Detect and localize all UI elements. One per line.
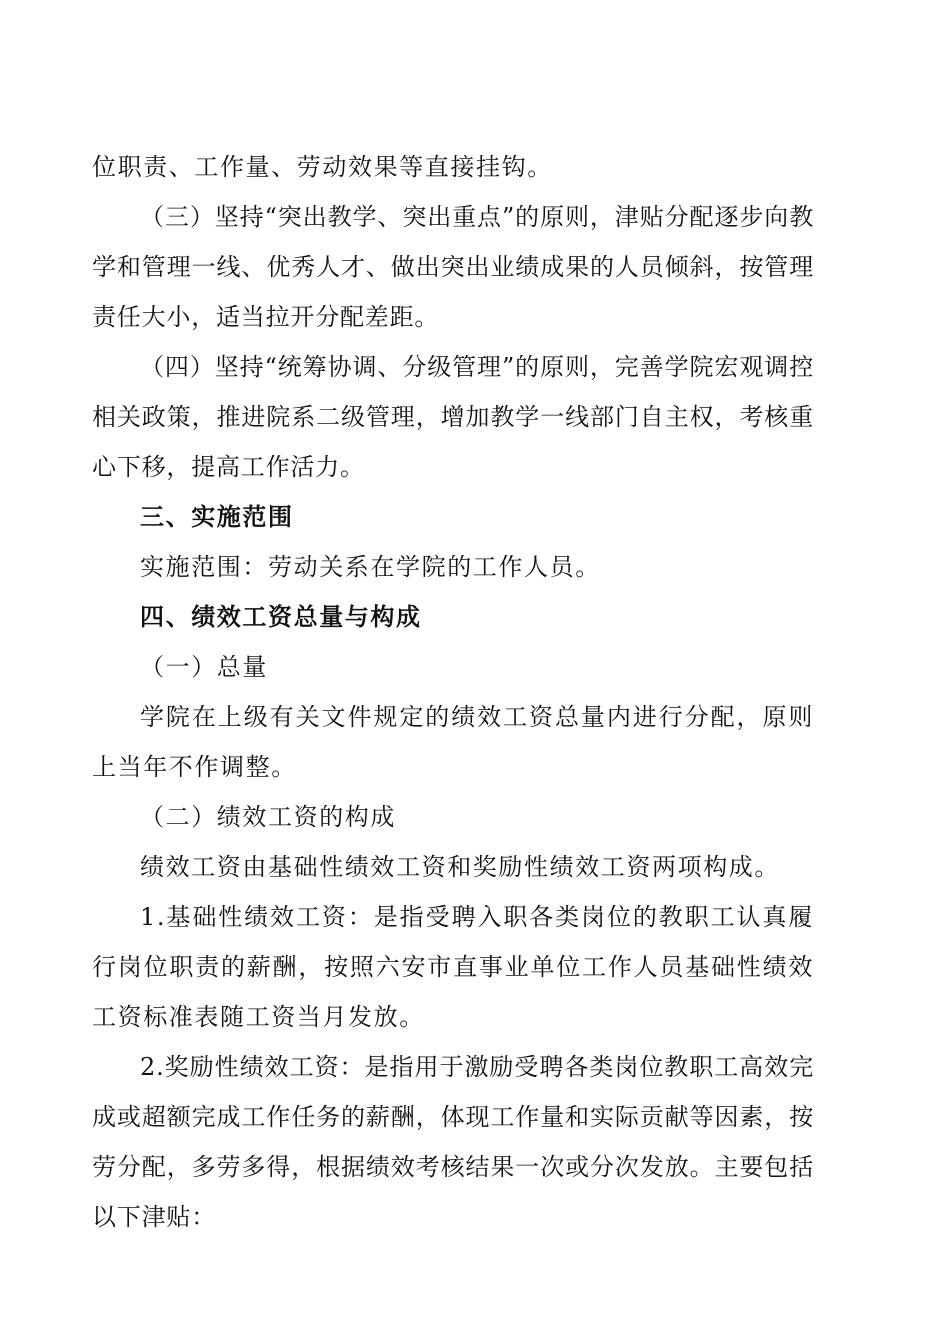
subheading-total: （一）总量 bbox=[140, 653, 268, 681]
paragraph-total: 学院在上级有关文件规定的绩效工资总量内进行分配，原则上当年不作调整。 bbox=[92, 703, 814, 781]
section-heading-composition: 四、绩效工资总量与构成 bbox=[140, 602, 422, 631]
section-heading-scope: 三、实施范围 bbox=[140, 502, 294, 531]
paragraph-scope: 实施范围：劳动关系在学院的工作人员。 bbox=[140, 553, 601, 581]
paragraph-incentive-pay: 2.奖励性绩效工资：是指用于激励受聘各类岗位教职工高效完成或超额完成工作任务的薪酬，体现工作量和实际贡献等因素，按劳分配，多劳多得，根据绩效考核结果一次或分次发放。主要包括以下津贴： bbox=[92, 1053, 814, 1231]
paragraph-principle-three: （三）坚持“突出教学、突出重点”的原则，津贴分配逐步向教学和管理一线、优秀人才、做出突出业绩成果的人员倾斜，按管理责任大小，适当拉开分配差距。 bbox=[92, 203, 814, 331]
paragraph-principle-four: （四）坚持“统筹协调、分级管理”的原则，完善学院宏观调控相关政策，推进院系二级管理，增加教学一线部门自主权，考核重心下移，提高工作活力。 bbox=[92, 353, 814, 481]
document-page bbox=[92, 142, 814, 1242]
paragraph-composition: 绩效工资由基础性绩效工资和奖励性绩效工资两项构成。 bbox=[140, 853, 780, 881]
paragraph-basic-pay: 1.基础性绩效工资：是指受聘入职各类岗位的教职工认真履行岗位职责的薪酬，按照六安市直事业单位工作人员基础性绩效工资标准表随工资当月发放。 bbox=[92, 903, 814, 1031]
subheading-composition: （二）绩效工资的构成 bbox=[140, 803, 396, 831]
paragraph-continuation: 位职责、工作量、劳动效果等直接挂钩。 bbox=[92, 153, 553, 181]
